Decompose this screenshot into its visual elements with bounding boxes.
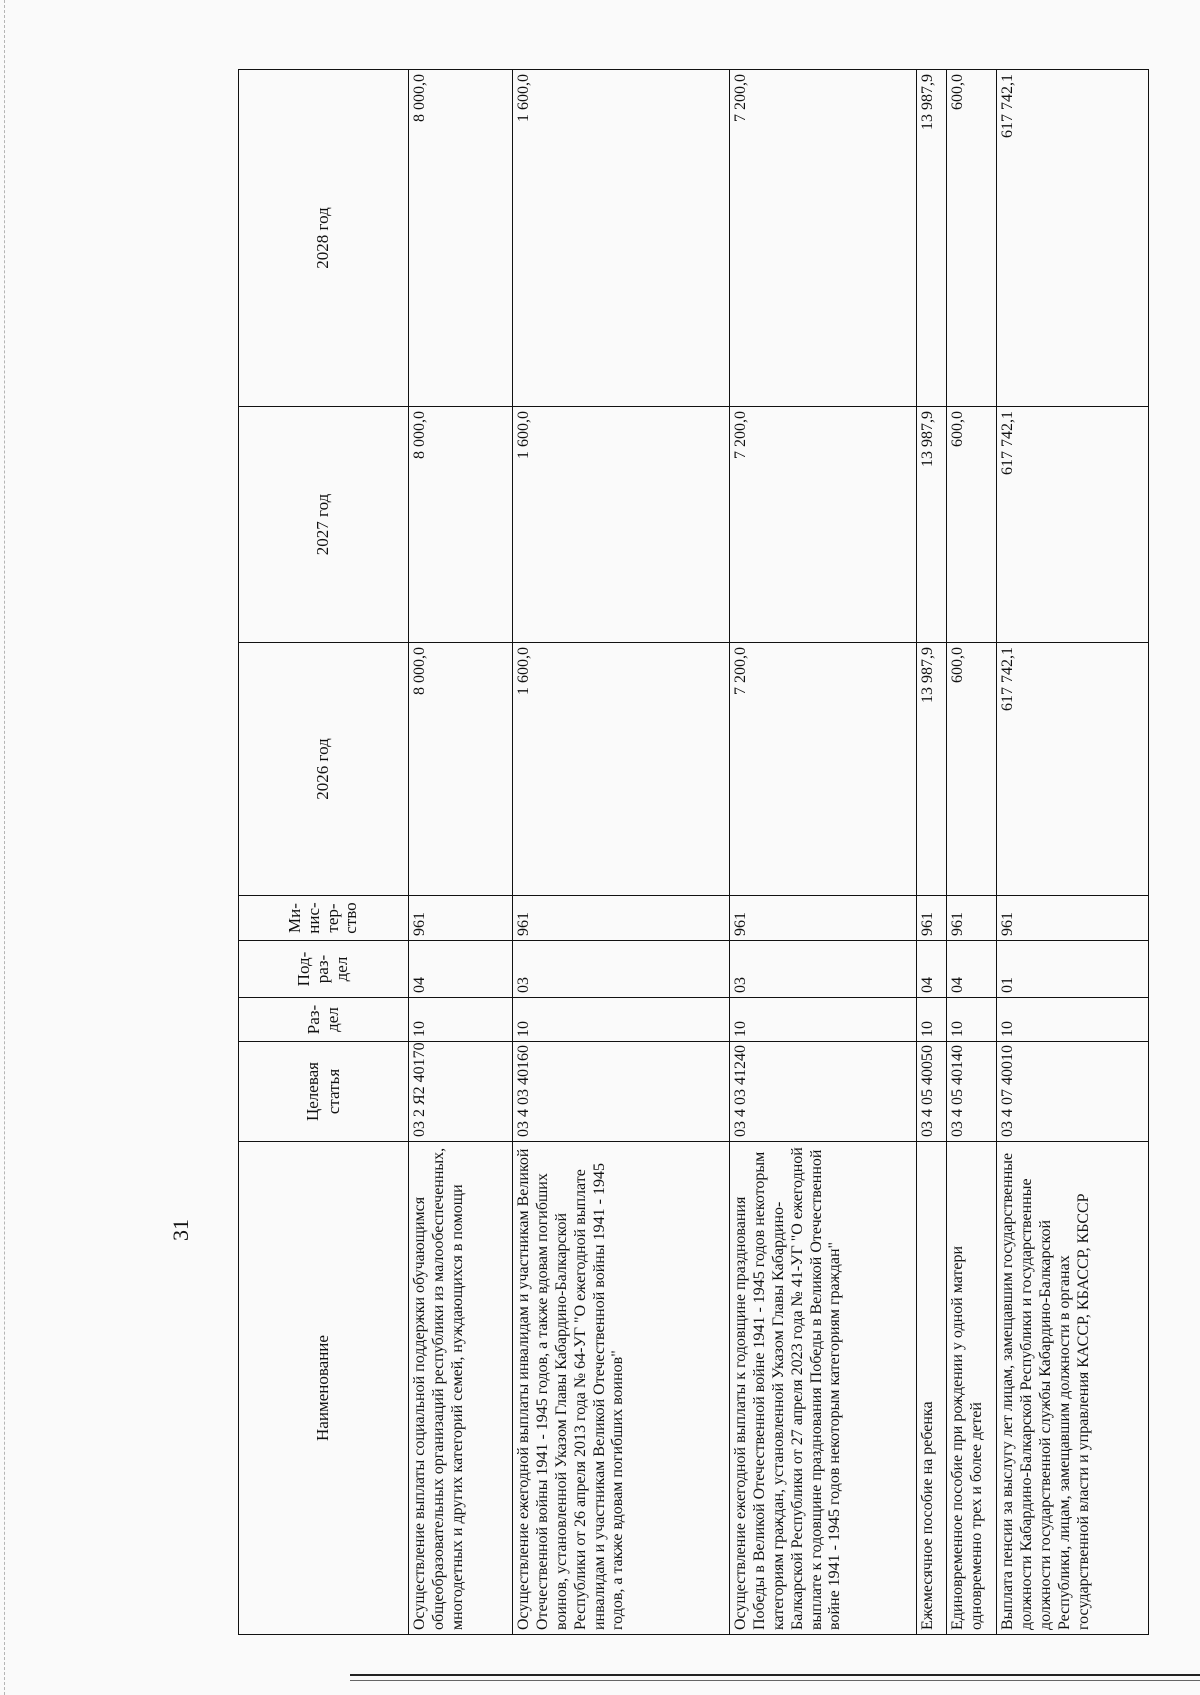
row-value-2027: 617 742,1 <box>997 407 1149 643</box>
header-name: Наименование <box>239 1142 409 1635</box>
row-section: 10 <box>947 998 997 1042</box>
row-subsection: 04 <box>409 941 513 998</box>
scan-bottom-edge-shadow <box>350 1680 1200 1681</box>
table-row <box>513 70 730 1635</box>
row-subsection: 03 <box>730 941 917 998</box>
budget-table <box>238 69 1149 1635</box>
row-value-2027: 1 600,0 <box>513 407 730 643</box>
row-target-article: 03 4 07 40010 <box>997 1042 1149 1142</box>
header-section: Раз- дел <box>239 998 409 1042</box>
row-section: 10 <box>997 998 1149 1042</box>
row-name: Осуществление выплаты социальной поддержки обучающимся общеобразовательных организаций республики из малообеспеченных, многодетных и других категорий семей, нуждающихся в помощи <box>409 1142 513 1635</box>
table-row <box>409 70 513 1635</box>
row-target-article: 03 4 05 40140 <box>947 1042 997 1142</box>
row-name: Осуществление ежегодной выплаты к годовщине празднования Победы в Великой Отечественной войне 1941 - 1945 годов некоторым категориям граждан, установленной Указом Главы Кабардино-Балкарской Республики от 27 апреля 2023 года № 41-УГ "О ежегодной выплате к годовщине празднования Победы в Великой Отечественной войне 1941 - 1945 годов некоторым категориям граждан" <box>730 1142 917 1635</box>
table-row <box>730 70 917 1635</box>
row-ministry: 961 <box>730 896 917 941</box>
row-target-article: 03 4 03 41240 <box>730 1042 917 1142</box>
row-ministry: 961 <box>409 896 513 941</box>
row-value-2027: 7 200,0 <box>730 407 917 643</box>
table-row <box>917 70 947 1635</box>
row-value-2028: 7 200,0 <box>730 70 917 407</box>
row-ministry: 961 <box>997 896 1149 941</box>
row-section: 10 <box>730 998 917 1042</box>
row-target-article: 03 4 05 40050 <box>917 1042 947 1142</box>
row-section: 10 <box>513 998 730 1042</box>
row-value-2027: 13 987,9 <box>917 407 947 643</box>
header-2026: 2026 год <box>239 643 409 896</box>
row-value-2028: 1 600,0 <box>513 70 730 407</box>
row-value-2026: 7 200,0 <box>730 643 917 896</box>
row-subsection: 03 <box>513 941 730 998</box>
header-target-article: Целевая статья <box>239 1042 409 1142</box>
row-name: Выплата пенсии за выслугу лет лицам, замещавшим государственные должности Кабардино-Балкарской Республики и государственные должности государственной службы Кабардино-Балкарской Республики, лицам, замещавшим должности в органах государственной власти и управления КАССР, КБАССР, КБССР <box>997 1142 1149 1635</box>
row-name: Осуществление ежегодной выплаты инвалидам и участникам Великой Отечественной войны 1941 - 1945 годов, а также вдовам погибших воинов, установленной Указом Главы Кабардино-Балкарской Республики от 26 апреля 2013 года № 64-УГ "О ежегодной выплате инвалидам и участникам Великой Отечественной войны 1941 - 1945 годов, а также вдовам погибших воинов" <box>513 1142 730 1635</box>
row-name: Ежемесячное пособие на ребенка <box>917 1142 947 1635</box>
row-section: 10 <box>917 998 947 1042</box>
row-section: 10 <box>409 998 513 1042</box>
row-target-article: 03 4 03 40160 <box>513 1042 730 1142</box>
row-value-2026: 600,0 <box>947 643 997 896</box>
row-value-2026: 617 742,1 <box>997 643 1149 896</box>
table-header-row <box>239 70 409 1635</box>
row-value-2028: 13 987,9 <box>917 70 947 407</box>
row-ministry: 961 <box>947 896 997 941</box>
header-subsection: Под- раз- дел <box>239 941 409 998</box>
row-target-article: 03 2 Я2 40170 <box>409 1042 513 1142</box>
scan-edge-line <box>4 0 5 1695</box>
row-name: Единовременное пособие при рождении у одной матери одновременно трех и более детей <box>947 1142 997 1635</box>
page-number: 31 <box>168 1219 193 1241</box>
table-row <box>947 70 997 1635</box>
row-value-2026: 1 600,0 <box>513 643 730 896</box>
scan-bottom-edge <box>350 1674 1200 1676</box>
row-subsection: 04 <box>947 941 997 998</box>
row-subsection: 01 <box>997 941 1149 998</box>
row-ministry: 961 <box>917 896 947 941</box>
row-value-2028: 8 000,0 <box>409 70 513 407</box>
header-2027: 2027 год <box>239 407 409 643</box>
row-value-2026: 13 987,9 <box>917 643 947 896</box>
header-2028: 2028 год <box>239 70 409 407</box>
row-value-2028: 617 742,1 <box>997 70 1149 407</box>
header-ministry: Ми- нис- тер- ство <box>239 896 409 941</box>
row-value-2027: 600,0 <box>947 407 997 643</box>
row-value-2027: 8 000,0 <box>409 407 513 643</box>
row-value-2026: 8 000,0 <box>409 643 513 896</box>
rotated-page <box>168 70 1092 1635</box>
row-subsection: 04 <box>917 941 947 998</box>
row-ministry: 961 <box>513 896 730 941</box>
row-value-2028: 600,0 <box>947 70 997 407</box>
table-row <box>997 70 1149 1635</box>
